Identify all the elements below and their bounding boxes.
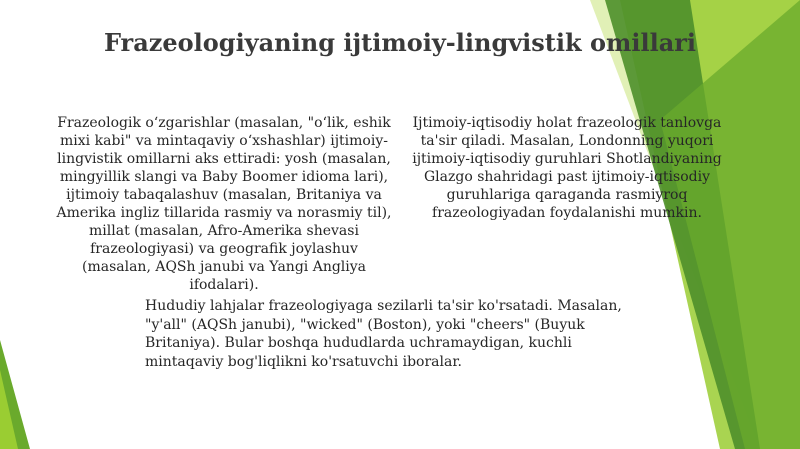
slide-title: Frazeologiyaning ijtimoiy-lingvistik omillari	[103, 28, 697, 57]
right-text-block: Ijtimoiy-iqtisodiy holat frazeologik tanlovga ta'sir qiladi. Masalan, Londonning yuqori ijtimoiy-iqtisodiy guruhlari Shotlandiyaning Glazgo shahridagi past ijtimoiy-iqtisodiy guruhlariga qaraganda rasmiyroq frazeologiyadan foydalanishi mumkin.	[412, 115, 722, 221]
bottom-text-block: Hududiy lahjalar frazeologiyaga sezilarli ta'sir ko'rsatadi. Masalan, "y'all" (AQSh janubi), "wicked" (Boston), yoki "cheers" (Buyuk Britaniya). Bular boshqa hududlarda uchramaydigan, kuchli mintaqaviy bog'liqlikni ko'rsatuvchi iboralar.	[145, 298, 622, 370]
left-text-block: Frazeologik oʻzgarishlar (masalan, "oʻlik, eshik mixi kabi" va mintaqaviy oʻxshashlar) ijtimoiy-lingvistik omillarni aks ettiradi: yosh (masalan, mingyillik slangi va Baby Boomer idioma lari), ijtimoiy tabaqalashuv (masalan, Britaniya va Amerika ingliz tillarida rasmiy va norasmiy til), millat (masalan, Afro-Amerika shevasi frazeologiyasi) va geografik joylashuv (masalan, AQSh janubi va Yangi Angliya ifodalari).	[56, 115, 392, 293]
